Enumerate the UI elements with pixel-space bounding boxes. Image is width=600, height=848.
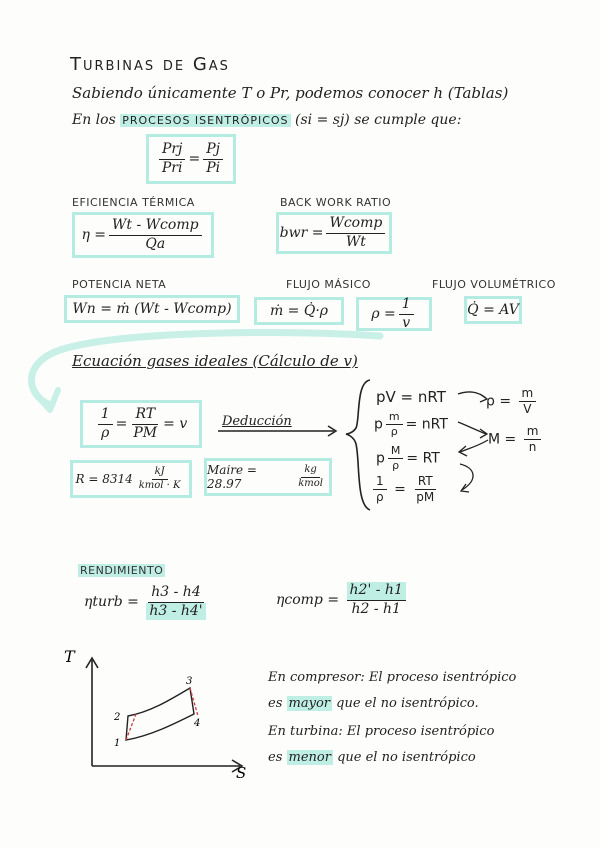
step-2-num: m bbox=[386, 410, 403, 425]
rho-lhs: ρ = bbox=[371, 306, 396, 322]
R-unit-den: kmol · K bbox=[138, 479, 181, 491]
ts-axis-T: T bbox=[64, 647, 75, 666]
step-1: pV = nRT bbox=[376, 388, 446, 406]
step-4-num: 1 bbox=[373, 474, 387, 490]
M-value: Maire = 28.97 bbox=[207, 463, 257, 491]
side-M bbox=[488, 424, 544, 455]
step-3-den: ρ bbox=[392, 458, 400, 472]
step-4-eq: = bbox=[394, 481, 406, 498]
rho-num: 1 bbox=[399, 296, 414, 315]
eta-turb-num: h3 - h4 bbox=[148, 584, 203, 603]
bwr-label: BACK WORK RATIO bbox=[280, 196, 392, 209]
potencia-label: POTENCIA NETA bbox=[72, 278, 167, 291]
rho-den: v bbox=[402, 314, 411, 331]
isentropic-post: se cumple que: bbox=[354, 112, 462, 128]
step-3-pre: p bbox=[376, 450, 385, 467]
deduccion-label: Deducción bbox=[222, 414, 292, 429]
potencia-formula: Wn = ṁ (Wt - Wcomp) bbox=[72, 301, 232, 317]
isentropic-relation-box: $\frac{\text{Prj}}{\text{Pri}}$ = $\frac{Pj}{Pi}$ bbox=[146, 134, 236, 184]
flujo-masico-box bbox=[254, 297, 344, 325]
note-compresor-1: En compresor: El proceso isentrópico bbox=[268, 670, 517, 685]
isentropic-line bbox=[72, 112, 461, 128]
side-rho-num: m bbox=[519, 386, 537, 402]
ideal-gas-main-box: $\frac{1}{\rho}$ = $\frac{RT}{PM}$ = v bbox=[80, 400, 202, 448]
pj: Pj bbox=[203, 141, 223, 160]
step-4 bbox=[370, 474, 440, 505]
ts-point-2: 2 bbox=[114, 712, 121, 723]
eficiencia-den: Qa bbox=[145, 235, 166, 252]
note-compresor-2-pre: es bbox=[268, 696, 283, 711]
ts-point-1: 1 bbox=[114, 738, 121, 749]
eta-turb-lhs: ηturb = bbox=[84, 594, 139, 610]
side-M-den: n bbox=[528, 440, 537, 454]
side-M-lhs: M = bbox=[488, 431, 517, 448]
main-num-left: 1 bbox=[98, 406, 113, 425]
eficiencia-num: Wt - Wcomp bbox=[109, 217, 202, 236]
main-tail: = v bbox=[163, 416, 188, 432]
step-4-den: ρ bbox=[376, 490, 384, 504]
page-title: Turbinas de Gas bbox=[70, 54, 230, 75]
rendimiento-label bbox=[78, 564, 165, 577]
flujo-volumetrico-formula: Q̇ = AV bbox=[467, 302, 519, 318]
R-constant-box bbox=[70, 460, 192, 498]
isentropic-pre: En los bbox=[72, 112, 116, 128]
step-4-rnum: RT bbox=[415, 474, 436, 490]
note-compresor-2-hl: mayor bbox=[288, 696, 330, 711]
note-turbina-2-hl: menor bbox=[288, 750, 331, 765]
pri: Pri bbox=[161, 159, 183, 176]
eta-comp-lhs: ηcomp = bbox=[276, 592, 340, 608]
step-3-post: = RT bbox=[406, 450, 440, 467]
step-3 bbox=[376, 444, 440, 473]
pi: Pi bbox=[206, 159, 221, 176]
bwr-symbol: bwr = bbox=[279, 225, 324, 241]
note-compresor-2 bbox=[268, 696, 479, 711]
isentropic-highlight: PROCESOS ISENTRÓPICOS bbox=[122, 114, 289, 127]
eficiencia-label: EFICIENCIA TÉRMICA bbox=[72, 196, 195, 209]
M-unit-den: kmol bbox=[298, 477, 323, 489]
flujo-volumetrico-box bbox=[464, 296, 522, 324]
M-unit-num: kg bbox=[301, 464, 319, 478]
side-rho-den: V bbox=[523, 402, 532, 416]
main-num-right: RT bbox=[132, 406, 158, 425]
bwr-box bbox=[276, 212, 392, 254]
note-turbina-2 bbox=[268, 750, 476, 765]
eta-comp-num: h2' - h1 bbox=[347, 582, 406, 601]
step-2-post: = nRT bbox=[405, 416, 448, 433]
rendimiento-label-text: RENDIMIENTO bbox=[80, 564, 164, 577]
note-turbina-1: En turbina: El proceso isentrópico bbox=[268, 724, 495, 739]
flujo-volumetrico-label: FLUJO VOLUMÉTRICO bbox=[432, 278, 556, 291]
eta-comp bbox=[276, 582, 409, 618]
ecuacion-title: Ecuación gases ideales (Cálculo de v) bbox=[72, 352, 358, 370]
note-turbina-2-post: que el no isentrópico bbox=[337, 750, 476, 765]
side-rho bbox=[486, 386, 539, 417]
step-2 bbox=[374, 410, 448, 439]
flujo-masico-formula: ṁ = Q̇·ρ bbox=[269, 303, 329, 319]
rho-box bbox=[356, 297, 432, 331]
note-compresor-2-post: que el no isentrópico. bbox=[336, 696, 479, 711]
side-rho-lhs: ρ = bbox=[486, 393, 512, 410]
bwr-den: Wt bbox=[345, 233, 366, 250]
ts-point-4: 4 bbox=[194, 718, 201, 729]
bwr-num: Wcomp bbox=[326, 215, 385, 234]
step-2-pre: p bbox=[374, 416, 383, 433]
potencia-box bbox=[64, 295, 240, 323]
main-den-left: ρ bbox=[101, 424, 110, 441]
side-M-num: m bbox=[524, 424, 542, 440]
eta-turb-den: h3 - h4' bbox=[146, 603, 205, 621]
eta-symbol: η = bbox=[81, 227, 107, 243]
note-turbina-2-pre: es bbox=[268, 750, 283, 765]
flujo-masico-label: FLUJO MÁSICO bbox=[286, 278, 371, 291]
intro-line: Sabiendo únicamente T o Pr, podemos conocer h (Tablas) bbox=[72, 84, 509, 102]
M-air-box bbox=[204, 458, 332, 496]
eta-turb bbox=[84, 584, 209, 620]
R-value: R = 8314 bbox=[75, 472, 133, 486]
eta-comp-den: h2 - h1 bbox=[351, 600, 401, 617]
step-4-rden: pM bbox=[416, 490, 435, 504]
step-3-num: M bbox=[388, 444, 404, 459]
ts-axis-S: S bbox=[236, 764, 247, 782]
isentropic-condition: (si = sj) bbox=[295, 112, 350, 128]
prj: Prj bbox=[159, 141, 185, 160]
eficiencia-box bbox=[72, 212, 214, 258]
main-den-right: PM bbox=[133, 424, 158, 441]
ts-point-3: 3 bbox=[186, 676, 193, 687]
R-unit-num: kJ bbox=[152, 466, 168, 480]
step-2-den: ρ bbox=[390, 424, 398, 438]
